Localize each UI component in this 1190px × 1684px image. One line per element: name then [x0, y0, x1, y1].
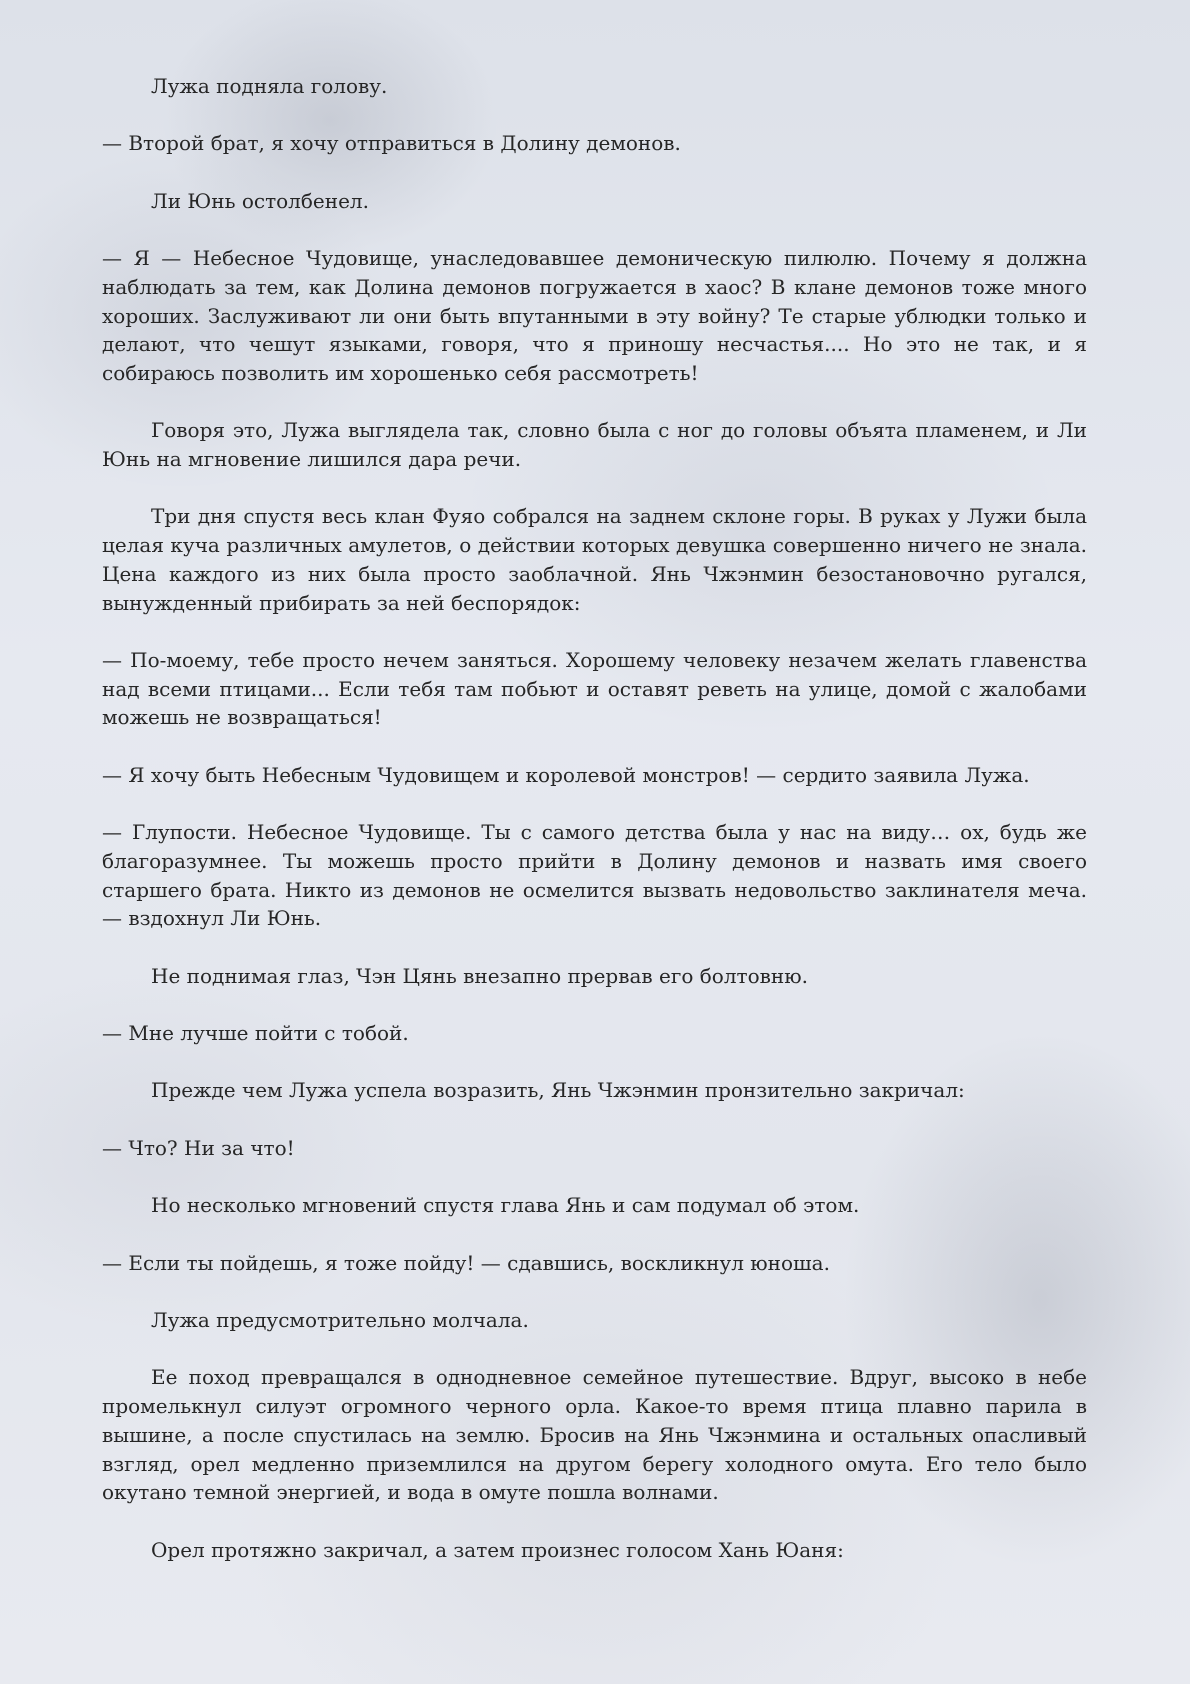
paragraph-7: — По-моему, тебе просто нечем заняться. Хорошему человеку незачем желать главенства над всеми птицами... Если тебя там побьют и оставят реветь на улице, домой с жалобами можешь не возвращаться! — [102, 647, 1087, 730]
paragraph-1: Лужа подняла голову. — [151, 74, 388, 98]
paragraph-5: Говоря это, Лужа выглядела так, словно была с ног до головы объята пламенем, и Ли Юнь на мгновение лишился дара речи. — [102, 418, 1087, 472]
paragraph-9: — Глупости. Небесное Чудовище. Ты с самого детства была у нас на виду… ох, будь же благоразумнее. Ты можешь просто прийти в Долину демонов и назвать имя своего старшего брата. Никто из демонов не осмелится вызвать недовольство заклинателя меча. — вздохнул Ли Юнь. — [102, 820, 1087, 931]
paragraph-6: Три дня спустя весь клан Фуяо собрался на заднем склоне горы. В руках у Лужи была целая куча различных амулетов, о действии которых девушка совершенно ничего не знала. Цена каждого из них была просто заоблачной. Янь Чжэнмин безостановочно ругался, вынужденный прибирать за ней беспорядок: — [102, 504, 1087, 615]
paragraph-8: — Я хочу быть Небесным Чудовищем и королевой монстров! — сердито заявила Лужа. — [102, 762, 1030, 787]
page-body — [102, 72, 1087, 1593]
paragraph-15: — Если ты пойдешь, я тоже пойду! — сдавшись, воскликнул юноша. — [102, 1250, 830, 1275]
paragraph-4: — Я — Небесное Чудовище, унаследовавшее демоническую пилюлю. Почему я должна наблюдать за тем, как Долина демонов погружается в хаос? В клане демонов тоже много хороших. Заслуживают ли они быть впутанными в эту войну? Те старые ублюдки только и делают, что чешут языками, говоря, что я приношу несчастья.... Но это не так, и я собираюсь позволить им хорошенько себя рассмотреть! — [102, 246, 1087, 385]
paragraph-13: — Что? Ни за что! — [102, 1135, 295, 1160]
paragraph-18: Орел протяжно закричал, а затем произнес голосом Хань Юаня: — [151, 1537, 844, 1562]
paragraph-10: Не поднимая глаз, Чэн Цянь внезапно прервав его болтовню. — [151, 963, 809, 988]
paragraph-12: Прежде чем Лужа успела возразить, Янь Чжэнмин пронзительно закричал: — [151, 1078, 965, 1103]
paragraph-11: — Мне лучше пойти с тобой. — [102, 1021, 409, 1046]
paragraph-3: Ли Юнь остолбенел. — [151, 188, 369, 213]
paragraph-16: Лужа предусмотрительно молчала. — [151, 1308, 529, 1332]
paragraph-14: Но несколько мгновений спустя глава Янь и сам подумал об этом. — [151, 1193, 860, 1218]
paragraph-2: — Второй брат, я хочу отправиться в Долину демонов. — [102, 131, 681, 156]
paragraph-17: Ее поход превращался в однодневное семейное путешествие. Вдруг, высоко в небе промелькнул силуэт огромного черного орла. Какое-то время птица плавно парила в вышине, а после спустилась на землю. Бросив на Янь Чжэнмина и остальных опасливый взгляд, орел медленно приземлился на другом берегу холодного омута. Его тело было окутано темной энергией, и вода в омуте пошла волнами. — [102, 1365, 1087, 1505]
